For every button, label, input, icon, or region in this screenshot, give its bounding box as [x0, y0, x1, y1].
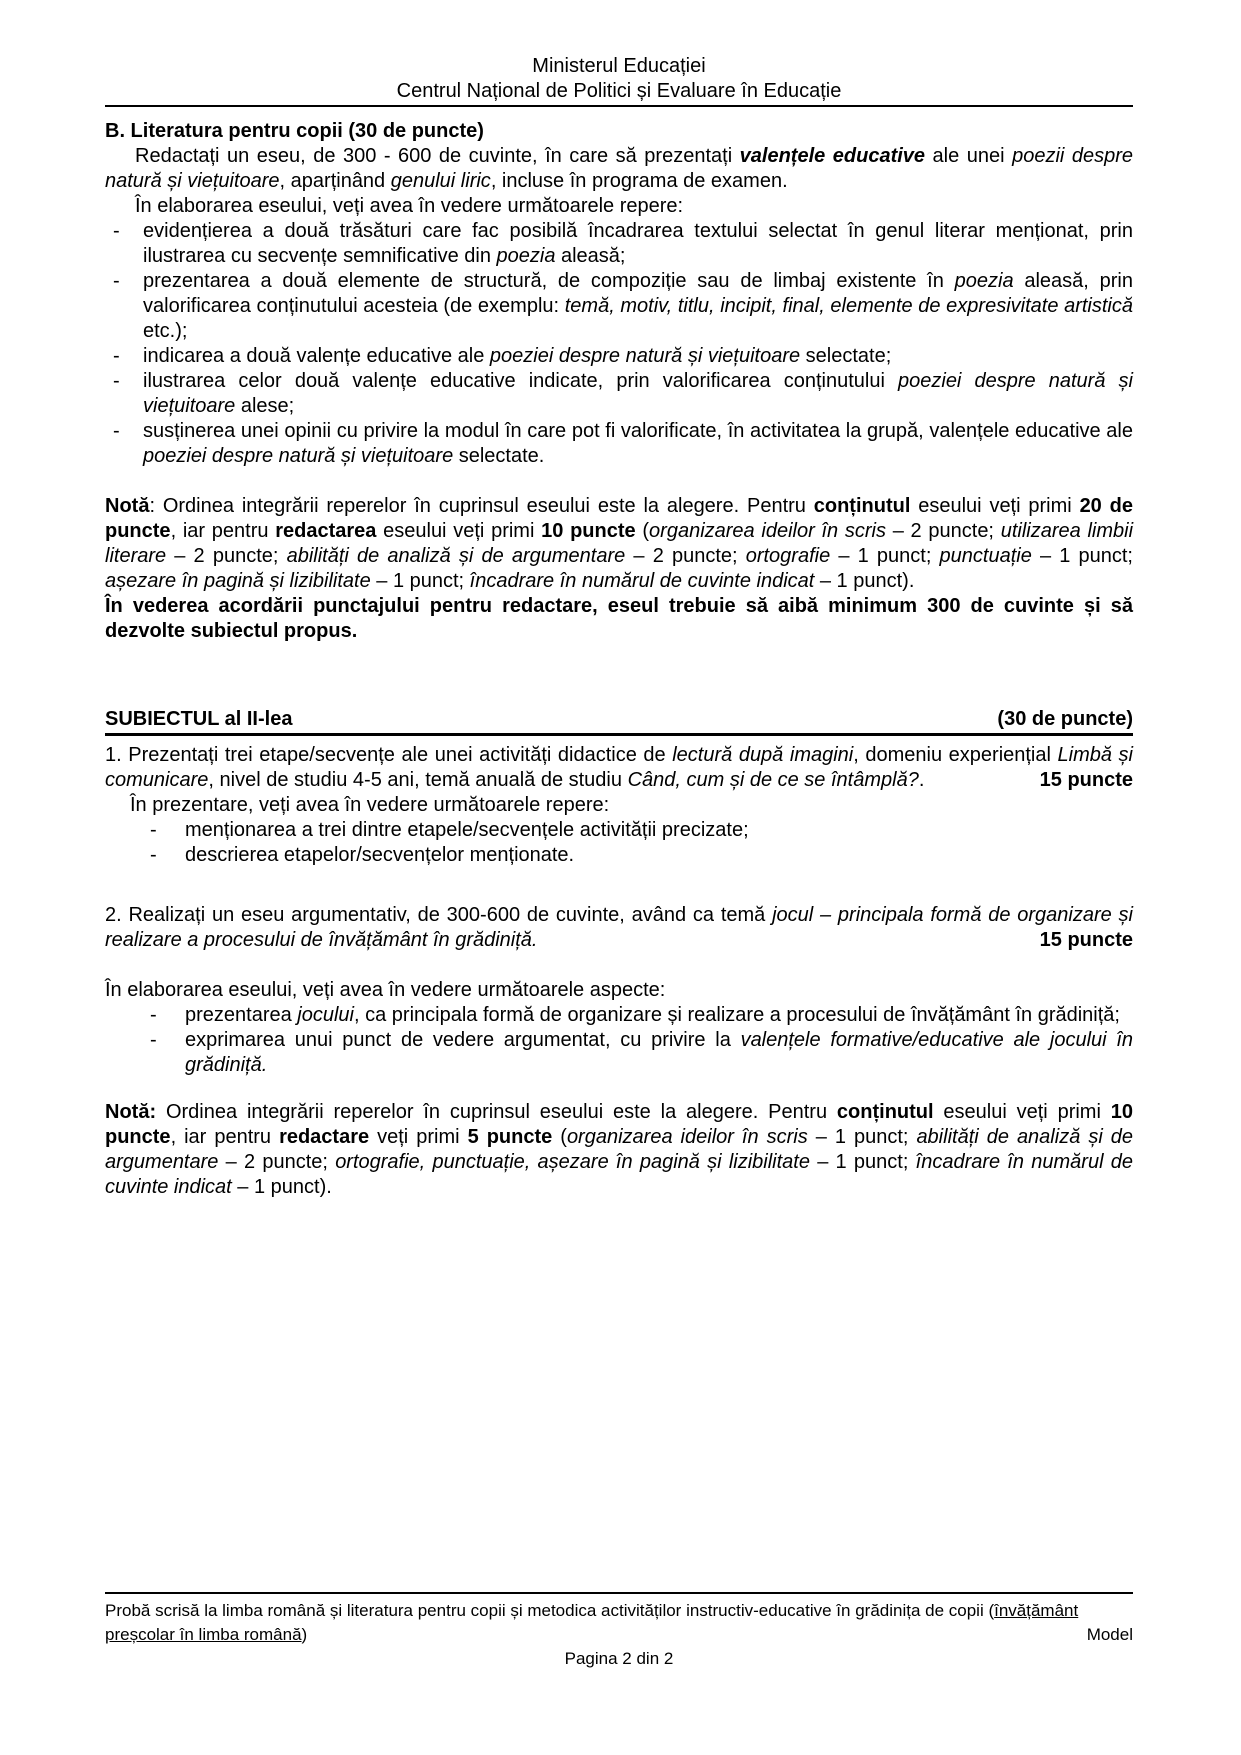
sublist-item — [105, 1003, 1133, 1028]
list-item — [105, 269, 1133, 344]
section-b-heading: B. Literatura pentru copii (30 de puncte) — [105, 120, 484, 142]
section-b-redactare-note: În vederea acordării punctajului pentru redactare, eseul trebuie să aibă minimum 300 de cuvinte și să dezvolte subiectul propus. — [105, 595, 1133, 642]
subject2-title: SUBIECTUL al II-lea — [105, 708, 293, 730]
document-header — [105, 0, 1133, 107]
dash-bullet: - — [113, 345, 120, 367]
document-footer — [105, 1592, 1133, 1671]
footer-exam-description — [105, 1599, 1133, 1647]
sublist-item-text: descrierea etapelor/secvențelor menționate. — [185, 844, 575, 866]
subject2-heading-row — [105, 707, 1133, 736]
section-b-nota-paragraph: Notă: Ordinea integrării reperelor în cuprinsul eseului este la alegere. Pentru conținutul eseului veți primi 20 de puncte, iar pentru redactarea eseului veți primi 10 puncte (organizarea ideilor în scris – 2 puncte; utilizarea limbii literare – 2 puncte; abilități de analiză și de argumentare – 2 puncte; ortografie – 1 punct; punctuație – 1 punct; așezare în pagină și lizibilitate – 1 punct; încadrare în numărul de cuvinte indicat – 1 punct). — [105, 495, 1134, 592]
page-content — [105, 0, 1133, 1200]
task1-text: 1. Prezentați trei etape/secvențe ale unei activități didactice de lectură după imagini, domeniu experiențial Limbă și comunicare, nivel de studiu 4-5 ani, temă anuală de studiu Când, cum și de ce se întâmplă?. — [105, 744, 1133, 791]
dash-bullet: - — [113, 270, 120, 292]
dash-bullet: - — [150, 1004, 157, 1026]
section-b-intro-paragraph: Redactați un eseu, de 300 - 600 de cuvinte, în care să prezentați valențele educative ale unei poezii despre natură și viețuitoare, aparținând genului liric, incluse în programa de examen. — [105, 145, 1133, 192]
task1-prezentare-intro: În prezentare, veți avea în vedere următoarele repere: — [130, 794, 610, 816]
task2-paragraph — [105, 903, 1133, 953]
list-item-text: susținerea unei opinii cu privire la modul în care pot fi valorificate, în activitatea la grupă, valențele educative ale poeziei despre natură și viețuitoare selectate. — [143, 420, 1133, 467]
sublist-item — [105, 818, 1133, 843]
footer-page-number: Pagina 2 din 2 — [564, 1649, 674, 1668]
dash-bullet: - — [113, 220, 120, 242]
header-ministry: Ministerul Educației — [532, 55, 706, 77]
sublist-item — [105, 1028, 1133, 1078]
header-center-name: Centrul Național de Politici și Evaluare în Educație — [396, 80, 842, 102]
subject2-nota-paragraph: Notă: Ordinea integrării reperelor în cuprinsul eseului este la alegere. Pentru conținutul eseului veți primi 10 puncte, iar pentru redactare veți primi 5 puncte (organizarea ideilor în scris – 1 punct; abilități de analiză și de argumentare – 2 puncte; ortografie, punctuație, așezare în pagină și lizibilitate – 1 punct; încadrare în numărul de cuvinte indicat – 1 punct). — [105, 1101, 1134, 1198]
sublist-item-text: exprimarea unui punct de vedere argumentat, cu privire la valențele formative/educative ale jocului în grădiniță. — [185, 1029, 1133, 1076]
dash-bullet: - — [150, 819, 157, 841]
dash-bullet: - — [113, 420, 120, 442]
list-item-text: evidențierea a două trăsături care fac posibilă încadrarea textului selectat în genul literar menționat, prin ilustrarea cu secvențe semnificative din poezia aleasă; — [143, 220, 1133, 267]
dash-bullet: - — [150, 1029, 157, 1051]
subject2-title-points: (30 de puncte) — [997, 708, 1133, 730]
list-item — [105, 369, 1133, 419]
sublist-item-text: menționarea a trei dintre etapele/secvențele activității precizate; — [185, 819, 749, 841]
footer-model-label: Model — [1086, 1625, 1133, 1644]
sublist-item — [105, 843, 1133, 868]
dash-bullet: - — [150, 844, 157, 866]
footer-exam-text: Probă scrisă la limba română și literatura pentru copii și metodica activităților instructiv-educative în grădinița de copii (învățământ preșcolar în limba română) — [105, 1601, 1079, 1644]
task2-points: 15 puncte — [1039, 929, 1133, 951]
section-b-elaborare-paragraph: În elaborarea eseului, veți avea în vedere următoarele repere: — [135, 195, 684, 217]
list-item — [105, 219, 1133, 269]
list-item — [105, 419, 1133, 469]
list-item-text: indicarea a două valențe educative ale poeziei despre natură și viețuitoare selectate; — [143, 345, 892, 367]
sublist-item-text: prezentarea jocului, ca principala formă de organizare și realizare a procesului de învățământ în grădiniță; — [185, 1004, 1120, 1026]
list-item-text: prezentarea a două elemente de structură, de compoziție sau de limbaj existente în poezia aleasă, prin valorificarea conținutului acesteia (de exemplu: temă, motiv, titlu, incipit, final, elemente de expresivitate artistică etc.); — [143, 270, 1133, 342]
task1-paragraph — [105, 743, 1133, 793]
list-item-text: ilustrarea celor două valențe educative indicate, prin valorificarea conținutului poeziei despre natură și viețuitoare alese; — [143, 370, 1133, 417]
task1-points: 15 puncte — [1039, 769, 1133, 791]
list-item — [105, 344, 1133, 369]
task2-elaborare-intro: În elaborarea eseului, veți avea în vedere următoarele aspecte: — [105, 979, 666, 1001]
dash-bullet: - — [113, 370, 120, 392]
task2-text: 2. Realizați un eseu argumentativ, de 300-600 de cuvinte, având ca temă jocul – principala formă de organizare și realizare a procesului de învățământ în grădiniță. — [105, 904, 1133, 951]
